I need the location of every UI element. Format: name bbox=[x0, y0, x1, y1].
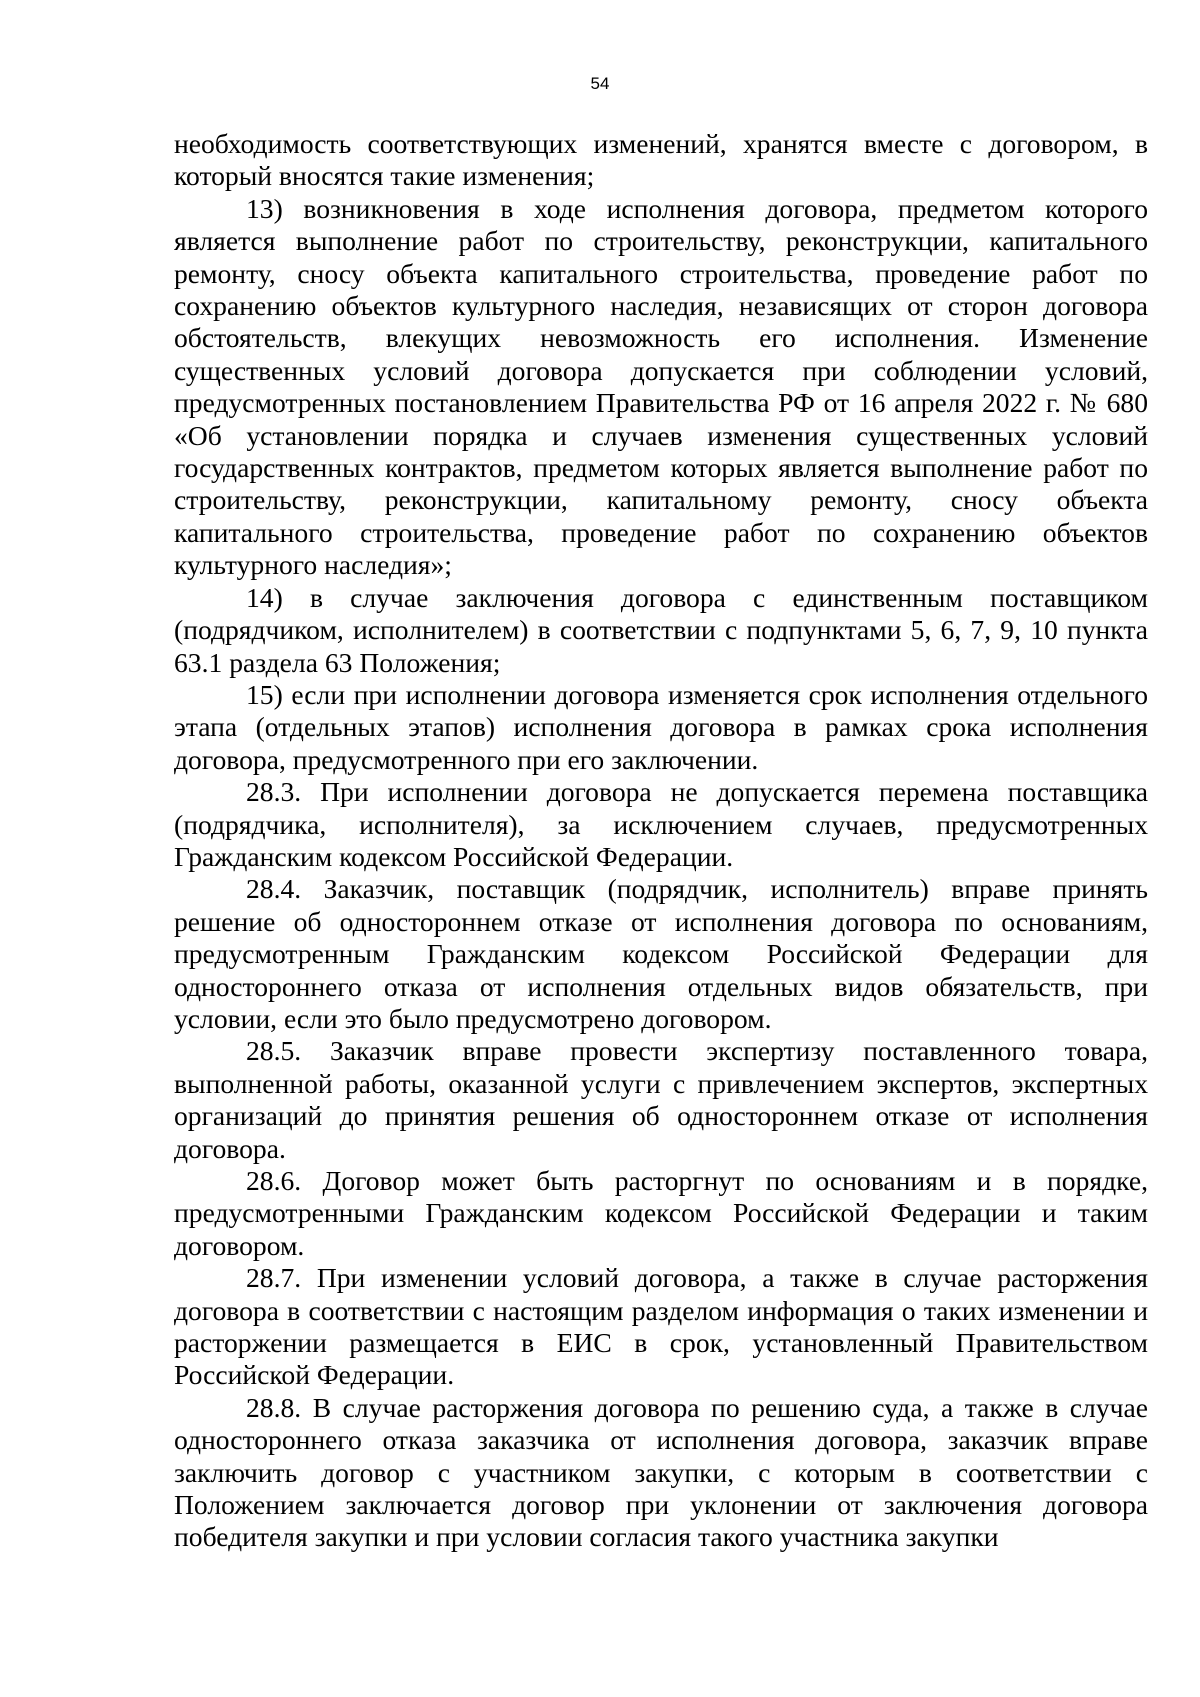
paragraph-28-6: 28.6. Договор может быть расторгнут по основаниям и в порядке, предусмотренными Гражданским кодексом Российской Федерации и таким договором. bbox=[174, 1165, 1148, 1261]
page-number: 54 bbox=[590, 74, 610, 93]
paragraph-28-8: 28.8. В случае расторжения договора по решению суда, а также в случае одностороннего отказа заказчика от исполнения договора, заказчик вправе заключить договор с участником закупки, с которым в соответствии с Положением заключается договор при уклонении от заключения договора победителя закупки и при условии согласия такого участника закупки bbox=[174, 1391, 1148, 1553]
paragraph-item-14: 14) в случае заключения договора с единственным поставщиком (подрядчиком, исполнителем) в соответствии с подпунктами 5, 6, 7, 9, 10 пункта 63.1 раздела 63 Положения; bbox=[174, 581, 1148, 678]
paragraph-28-5: 28.5. Заказчик вправе провести экспертизу поставленного товара, выполненной работы, оказанной услуги с привлечением экспертов, экспертных организаций до принятия решения об одностороннем отказе от исполнения договора. bbox=[174, 1035, 1148, 1164]
paragraph-item-13: 13) возникновения в ходе исполнения договора, предметом которого является выполнение работ по строительству, реконструкции, капитального ремонту, сносу объекта капитального строительства, проведение работ по сохранению объектов культурного наследия, независящих от сторон договора обстоятельств, влекущих невозможность его исполнения. Изменение существенных условий договора допускается при соблюдении условий, предусмотренных постановлением Правительства РФ от 16 апреля 2022 г. № 680 «Об установлении порядка и случаев изменения существенных условий государственных контрактов, предметом которых является выполнение работ по строительству, реконструкции, капитальному ремонту, сносу объекта капитального строительства, проведение работ по сохранению объектов культурного наследия»; bbox=[174, 192, 1148, 581]
paragraph-continuation: необходимость соответствующих изменений, хранятся вместе с договором, в который вносятся такие изменения; bbox=[174, 128, 1148, 192]
paragraph-item-15: 15) если при исполнении договора изменяется срок исполнения отдельного этапа (отдельных этапов) исполнения договора в рамках срока исполнения договора, предусмотренного при его заключении. bbox=[174, 678, 1148, 775]
paragraph-28-4: 28.4. Заказчик, поставщик (подрядчик, исполнитель) вправе принять решение об одностороннем отказе от исполнения договора по основаниям, предусмотренным Гражданским кодексом Российской Федерации для одностороннего отказа от исполнения отдельных видов обязательств, при условии, если это было предусмотрено договором. bbox=[174, 873, 1148, 1034]
document-body bbox=[174, 128, 1148, 1554]
paragraph-28-3: 28.3. При исполнении договора не допускается перемена поставщика (подрядчика, исполнителя), за исключением случаев, предусмотренных Гражданским кодексом Российской Федерации. bbox=[174, 776, 1148, 872]
paragraph-28-7: 28.7. При изменении условий договора, а также в случае расторжения договора в соответствии с настоящим разделом информация о таких изменении и расторжении размещается в ЕИС в срок, установленный Правительством Российской Федерации. bbox=[174, 1262, 1148, 1391]
